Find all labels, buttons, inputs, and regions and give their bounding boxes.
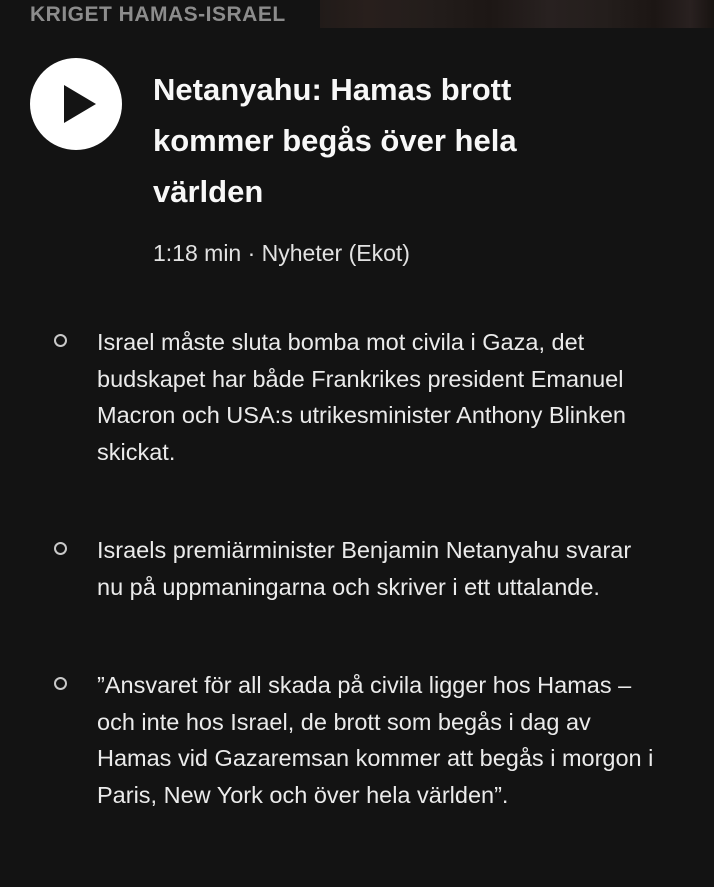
section-label: KRIGET HAMAS-ISRAEL: [30, 3, 286, 26]
play-button[interactable]: [30, 58, 122, 150]
bullet-ring-icon: [54, 542, 67, 555]
summary-bullet-list: [0, 324, 714, 813]
video-thumbnail-edge[interactable]: [320, 0, 714, 28]
bullet-ring-icon: [54, 677, 67, 690]
title-block: [153, 58, 608, 267]
top-bar: [0, 0, 714, 32]
bullet-text: ”Ansvaret för all skada på civila ligger hos Hamas – och inte hos Israel, de brott som begås i dag av Hamas vid Gazaremsan kommer att begås i morgon i Paris, New York och över hela världen”.: [97, 672, 654, 808]
bullet-text: Israel måste sluta bomba mot civila i Gaza, det budskapet har både Frankrikes president Emanuel Macron och USA:s utrikesminister Anthony Blinken skickat.: [97, 329, 626, 465]
article-title: Netanyahu: Hamas brott kommer begås över hela världen: [153, 72, 517, 209]
play-icon: [64, 85, 96, 123]
list-item: [30, 532, 714, 605]
article-meta: 1:18 min · Nyheter (Ekot): [153, 240, 410, 266]
bullet-text: Israels premiärminister Benjamin Netanyahu svarar nu på uppmaningarna och skriver i ett uttalande.: [97, 537, 632, 600]
bullet-ring-icon: [54, 334, 67, 347]
list-item: [30, 667, 714, 813]
episode-header: [0, 32, 714, 267]
list-item: [30, 324, 714, 470]
